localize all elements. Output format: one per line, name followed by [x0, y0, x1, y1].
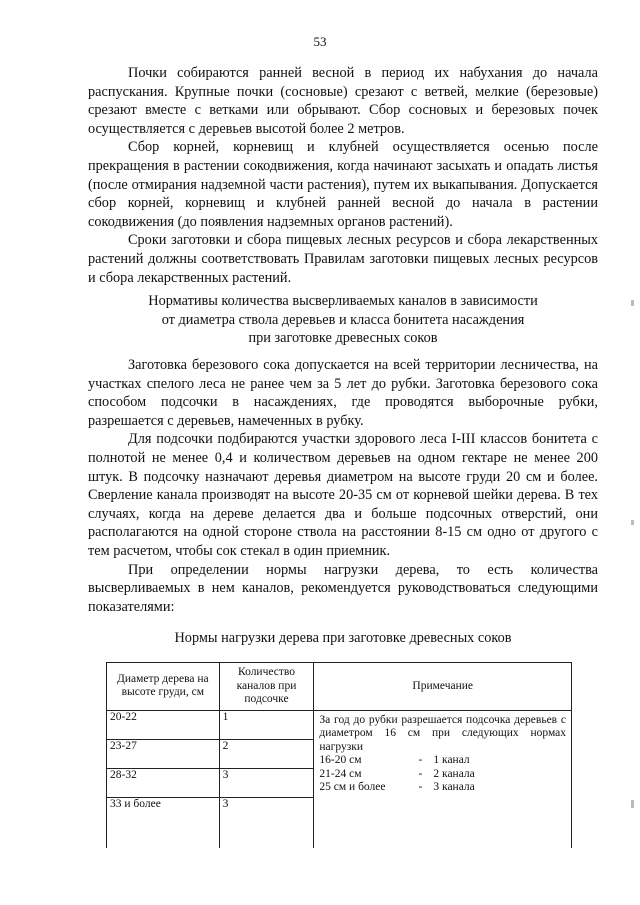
paragraph-roots: Сбор корней, корневищ и клубней осуществляется осенью после прекращения в растении сокодвижения, когда начинают засыхать и опадать листья (после отмирания надземной части растения), путем их выкапывания. Допускается сбор корней, корневищ и клубней ранней весной до начала в растении сокодвижения (до появления надземных органов растений). — [88, 139, 598, 230]
note-calc-dash: - — [418, 754, 423, 766]
header-note: Примечание — [314, 663, 572, 711]
cell-note — [314, 710, 572, 798]
paragraph-buds: Почки собираются ранней весной в период их набухания до начала распускания. Крупные почки (сосновые) срезают с ветвей, мелкие (березовые) срезают вместе с ветками или обрывают. Сбор сосновых и березовых почек осуществляется с деревьев высотой более 2 метров. — [88, 65, 598, 137]
note-calc-dash: - — [418, 767, 423, 780]
cell-note-continued — [314, 798, 572, 848]
note-calc-result: 2 канала — [433, 767, 475, 780]
note-calc-dash: - — [418, 781, 423, 793]
cell-channels: 3 — [219, 768, 314, 797]
cell-diameter: 23-27 — [107, 739, 220, 768]
cell-channels: 3 — [219, 798, 314, 848]
note-calc-result: 3 канала — [433, 781, 475, 793]
heading-line: при заготовке древесных соков — [248, 330, 438, 347]
section-heading — [88, 292, 598, 348]
table-row — [107, 798, 572, 848]
intro-text-block — [88, 64, 598, 287]
note-calc-range: 25 см и более — [319, 781, 386, 793]
note-calc-result: 1 канал — [433, 754, 470, 766]
table-row — [107, 710, 572, 739]
cell-channels: 2 — [219, 739, 314, 768]
note-calc-range: 16-20 см — [319, 754, 362, 766]
table-header-row — [107, 663, 572, 711]
paragraph-tapping-sites: Для подсочки подбираются участки здорового леса I-III классов бонитета с полнотой не менее 0,4 и количеством деревьев на одном гектаре не менее 200 штук. В подсочку назначают деревья диаметром на высоте груди 20 см и более. Сверление канала производят на высоте 20-35 см от корневой шейки дерева. В тех случаях, когда на дереве делается два и больше подсочных отверстий, они располагаются на одной стороне ствола на расстоянии 8-15 см одно от другого с тем расчетом, чтобы сок стекал в один приемник. — [88, 431, 598, 559]
header-channels: Количество каналов при подсочке — [219, 663, 314, 711]
note-calc-range: 21-24 см — [319, 767, 362, 780]
cell-diameter: 33 и более — [107, 798, 220, 848]
header-diameter: Диаметр дерева на высоте груди, см — [107, 663, 220, 711]
load-norms-table — [106, 662, 572, 848]
heading-line: от диаметра ствола деревьев и класса бонитета насаждения — [161, 311, 525, 328]
table-title: Нормы нагрузки дерева при заготовке древесных соков — [174, 630, 512, 646]
cell-diameter: 20-22 — [107, 710, 220, 739]
sap-text-block — [88, 356, 598, 616]
paragraph-birch-sap: Заготовка березового сока допускается на всей территории лесничества, на участках спелого леса не ранее чем за 5 лет до рубки. Заготовка березового сока способом подсочки в насаждениях, где проводятся выборочные рубки, разрешается с деревьев, намеченных в рубку. — [88, 357, 598, 429]
scan-edge-mark — [631, 300, 634, 306]
paragraph-load-norms: При определении нормы нагрузки дерева, то есть количества высверливаемых в нем каналов, рекомендуется руководствоваться следующими показателями: — [88, 561, 598, 615]
cell-channels: 1 — [219, 710, 314, 739]
paragraph-deadlines: Сроки заготовки и сбора пищевых лесных ресурсов и сбора лекарственных растений должны соответствовать Правилам заготовки пищевых лесных ресурсов и сбора лекарственных растений. — [88, 232, 598, 286]
page-number: 53 — [313, 34, 327, 49]
scan-edge-mark — [631, 800, 634, 808]
heading-line: Нормативы количества высверливаемых каналов в зависимости — [148, 293, 538, 309]
note-text: За год до рубки разрешается подсочка деревьев с диаметром 16 см при следующих нормах нагрузки — [319, 713, 566, 753]
note-calc-row — [319, 754, 499, 768]
note-calc-row — [319, 781, 499, 795]
cell-diameter: 28-32 — [107, 768, 220, 797]
scan-edge-mark — [631, 520, 634, 525]
note-calc-row — [319, 768, 499, 782]
